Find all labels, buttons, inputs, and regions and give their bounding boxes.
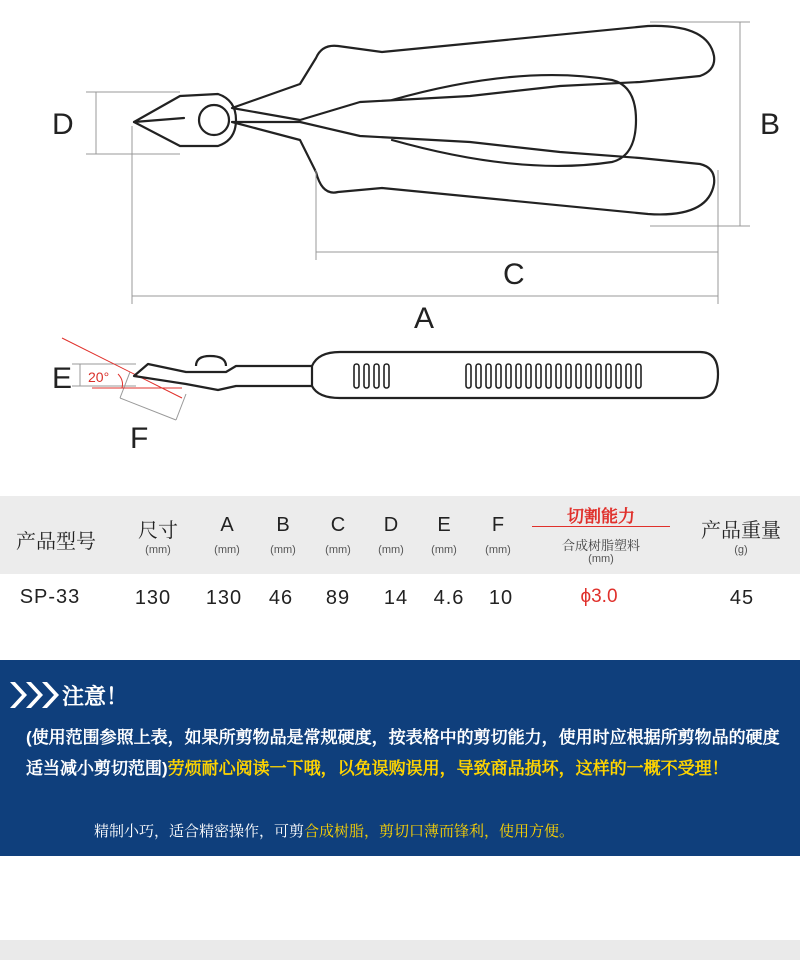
handle-inner-loop [392,75,636,166]
header-weight: 产品重量 [701,520,781,542]
header-cutting-unit: (mm) [588,553,614,565]
grip-slot [606,364,611,388]
header-e: E [437,514,451,536]
dim-label-e: E [52,362,73,395]
grip-slot [516,364,521,388]
header-cutting: 切割能力 [567,507,635,526]
grip-slot [384,364,389,388]
header-size-unit: (mm) [145,544,171,556]
grip-slot [626,364,631,388]
grip-slot [466,364,471,388]
grip-slot [566,364,571,388]
header-b: B [276,514,290,536]
grip-slot [526,364,531,388]
grip-slot [354,364,359,388]
grip-slot [374,364,379,388]
value-weight: 45 [729,587,755,609]
side-jaw [134,364,312,390]
value-model: SP-33 [19,586,81,608]
value-cutting: ϕ3.0 [580,586,618,607]
grip-slot [636,364,641,388]
grip-slot [476,364,481,388]
grip-slot [586,364,591,388]
notice-body [26,722,786,784]
grip-slot [546,364,551,388]
header-a: A [220,514,234,536]
grip-slot [596,364,601,388]
header-e-unit: (mm) [431,544,457,556]
header-b-unit: (mm) [270,544,296,556]
header-weight-unit: (g) [734,544,748,556]
grip-slot [556,364,561,388]
side-spring [196,356,226,366]
grip-slot [576,364,581,388]
header-model: 产品型号 [16,531,96,553]
value-d: 14 [383,587,409,609]
grip-slot [496,364,501,388]
grip-slot [506,364,511,388]
grip-slot [616,364,621,388]
header-d-unit: (mm) [378,544,404,556]
grip-slot [536,364,541,388]
grip-slot [486,364,491,388]
angle-label: 20° [88,369,110,385]
side-handle [312,352,718,398]
dim-label-f: F [130,422,149,455]
header-f-unit: (mm) [485,544,511,556]
triple-chevron-icon [8,678,60,712]
cutting-underline [532,526,670,527]
notice-body-yellow: 劳烦耐心阅读一下哦，以免误购误用，导致商品损坏，这样的一概不受理！ [167,759,729,778]
dim-label-b: B [760,108,781,141]
value-a: 130 [205,587,243,609]
header-c-unit: (mm) [325,544,351,556]
header-cutting-material: 合成树脂塑料 [561,538,640,553]
notice-body-white: (使用范围参照上表，如果所剪物品是常规硬度，按表格中的剪切能力，使用时应根据所剪物品的硬度适当减小剪切范围) [26,728,780,778]
value-size: 130 [134,587,172,609]
pivot [199,105,229,135]
spec-table [0,496,800,626]
notice-footer-yellow: 合成树脂，剪切口薄而锋利，使用方便。 [304,823,575,840]
header-size: 尺寸 [138,520,178,542]
dim-label-a: A [414,302,435,335]
grip-slot [364,364,369,388]
dim-label-c: C [503,258,525,291]
bottom-band [0,940,800,960]
header-c: C [330,514,346,536]
dim-label-d: D [52,108,74,141]
notice-panel [0,660,800,856]
value-b: 46 [268,587,294,609]
pliers-dimension-drawing [0,0,800,470]
header-d: D [383,514,399,536]
notice-title: 注意！ [62,684,129,709]
notice-footer [94,820,574,841]
handle-grip-slots [354,364,641,388]
value-e: 4.6 [433,587,465,609]
upper-handle [232,26,714,120]
value-f: 10 [488,587,514,609]
header-f: F [491,514,505,536]
lower-handle [232,122,714,214]
value-c: 89 [325,587,351,609]
notice-footer-prefix: 精制小巧，适合精密操作，可剪 [94,823,305,840]
header-a-unit: (mm) [214,544,240,556]
